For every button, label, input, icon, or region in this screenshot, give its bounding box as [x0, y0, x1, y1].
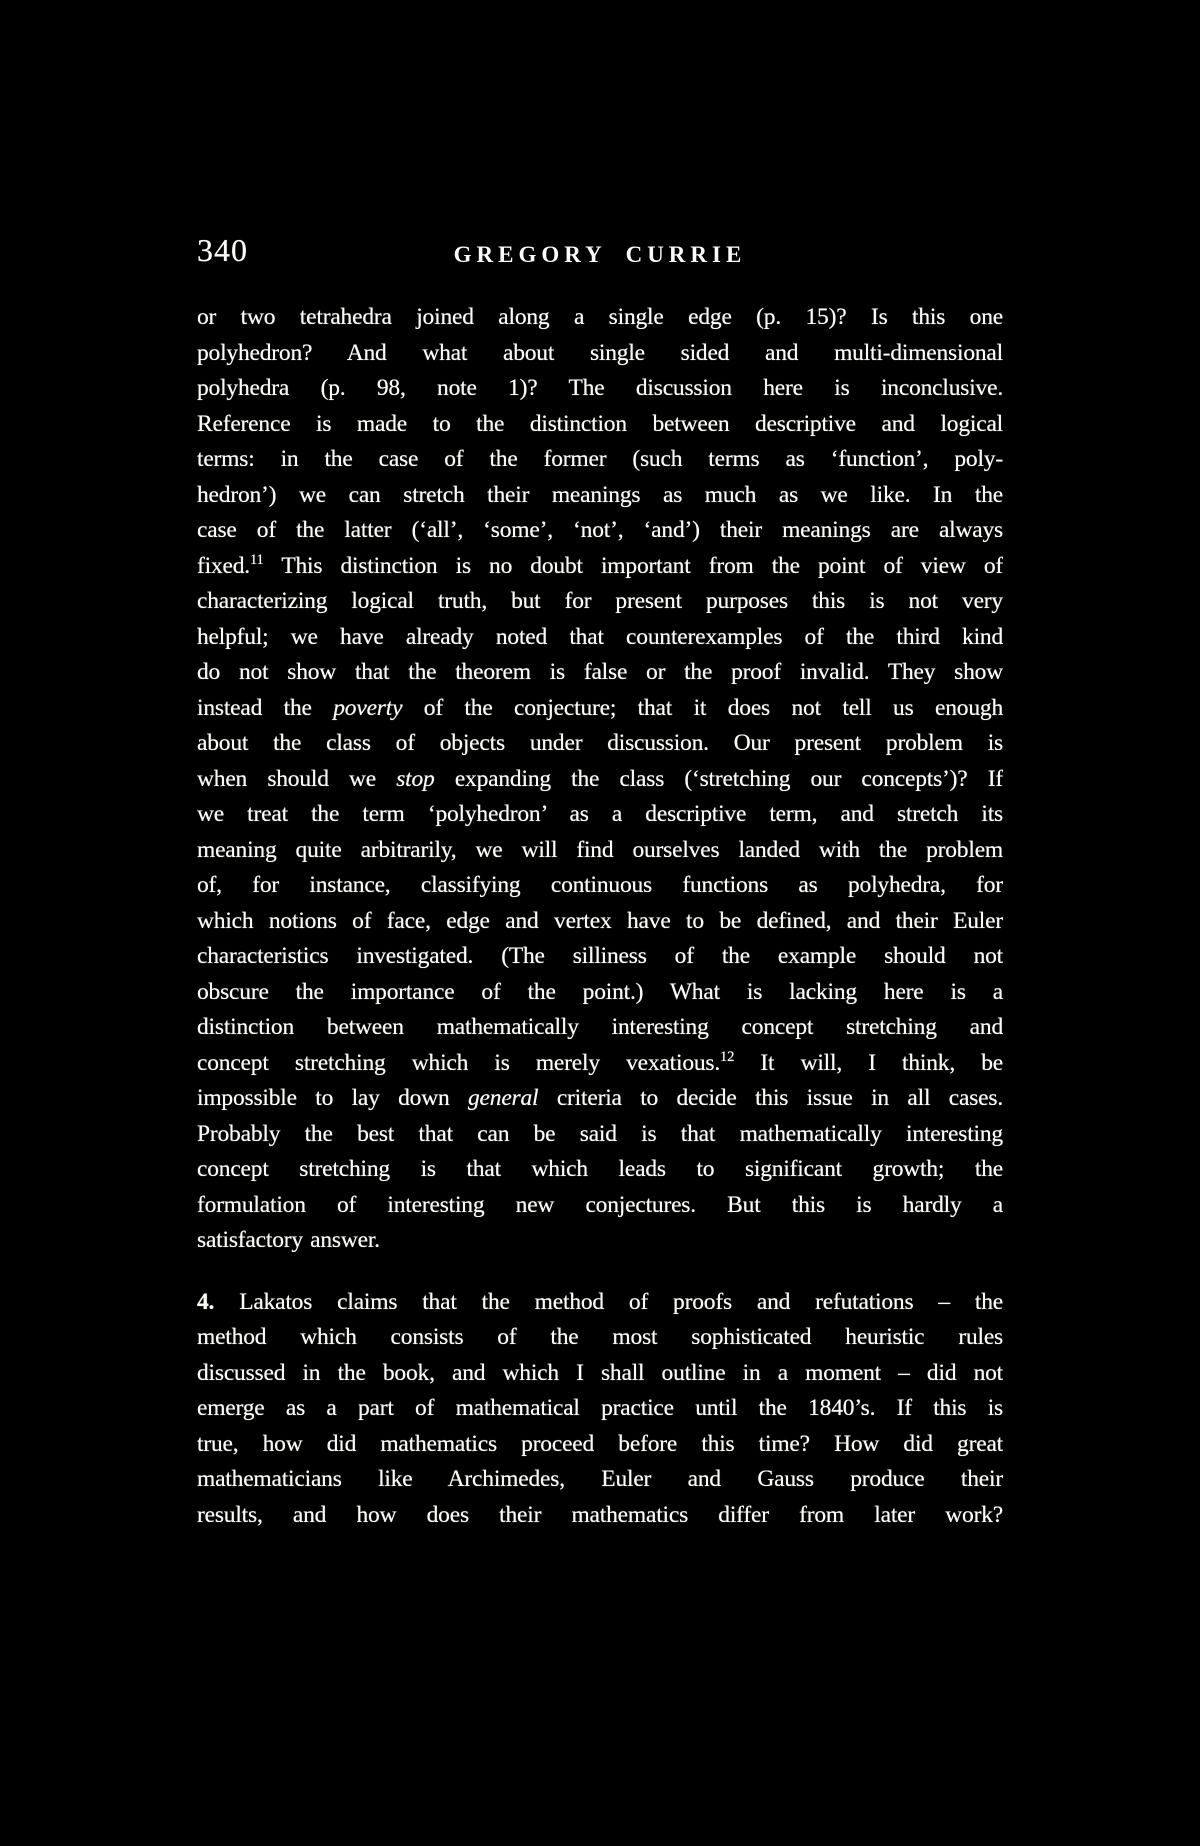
text-line: method which consists of the most sophisticated heuristic rules	[197, 1324, 1003, 1350]
text-line: distinction between mathematically interesting concept stretching and	[197, 1014, 1003, 1040]
text-line: helpful; we have already noted that counterexamples of the third kind	[197, 623, 1003, 650]
running-header: GREGORY CURRIE	[453, 242, 747, 267]
text-line: we treat the term ‘polyhedron’ as a descriptive term, and stretch its	[197, 801, 1003, 827]
text-line: concept stretching which is merely vexatious.$^{12}$ It will, I think, be	[197, 1048, 1003, 1076]
text-line: terms: in the case of the former (such terms as ‘function’, poly-	[197, 446, 1003, 472]
text-line: case of the latter (‘all’, ‘some’, ‘not’, ‘and’) their meanings are always	[197, 517, 1003, 543]
text-line: emerge as a part of mathematical practice until the 1840’s. If this is	[197, 1395, 1003, 1421]
text-line: characteristics investigated. (The silliness of the example should not	[197, 943, 1003, 969]
text-line: fixed.$^{11}$ This distinction is no doubt important from the point of view of	[197, 551, 1003, 579]
text-line: when should we stop expanding the class (‘stretching our concepts’)? If	[197, 765, 1003, 792]
text-line: characterizing logical truth, but for present purposes this is not very	[197, 588, 1003, 614]
paragraph-lakatos-method	[197, 1285, 1003, 1534]
footnote-reference: 11	[249, 551, 264, 568]
page-number: 340	[197, 232, 248, 268]
text-line: discussed in the book, and which I shall outline in a moment – did not	[197, 1359, 1003, 1386]
text-line: or two tetrahedra joined along a single edge (p. 15)? Is this one	[197, 304, 1003, 330]
page-header	[197, 234, 1003, 274]
text-line: about the class of objects under discussion. Our present problem is	[197, 730, 1003, 756]
paragraph-concept-stretching	[197, 300, 1003, 1259]
text-line: impossible to lay down general criteria to decide this issue in all cases.	[197, 1085, 1003, 1111]
text-line: hedron’) we can stretch their meanings as much as we like. In the	[197, 481, 1003, 508]
text-line: 4. Lakatos claims that the method of proofs and refutations – the	[197, 1288, 1003, 1315]
text-line: Probably the best that can be said is that mathematically interesting	[197, 1120, 1003, 1147]
text-line: instead the poverty of the conjecture; that it does not tell us enough	[197, 694, 1003, 721]
text-line: satisfactory answer.	[197, 1227, 380, 1253]
text-line: meaning quite arbitrarily, we will find ourselves landed with the problem	[197, 836, 1003, 863]
text-line: polyhedra (p. 98, note 1)? The discussion here is inconclusive.	[197, 375, 1003, 401]
text-line: which notions of face, edge and vertex have to be defined, and their Euler	[197, 907, 1003, 934]
text-line: concept stretching is that which leads to significant growth; the	[197, 1156, 1003, 1182]
page-body	[197, 300, 1003, 1533]
text-line: results, and how does their mathematics differ from later work?	[197, 1501, 1003, 1528]
footnote-reference: 12	[720, 1048, 735, 1065]
text-line: formulation of interesting new conjectures. But this is hardly a	[197, 1191, 1003, 1218]
text-line: obscure the importance of the point.) What is lacking here is a	[197, 978, 1003, 1005]
text-line: mathematicians like Archimedes, Euler and Gauss produce their	[197, 1466, 1003, 1492]
text-line: Reference is made to the distinction between descriptive and logical	[197, 410, 1003, 437]
text-line: of, for instance, classifying continuous functions as polyhedra, for	[197, 872, 1003, 898]
text-line: polyhedron? And what about single sided and multi-dimensional	[197, 339, 1003, 366]
text-line: true, how did mathematics proceed before this time? How did great	[197, 1430, 1003, 1457]
text-line: do not show that the theorem is false or the proof invalid. They show	[197, 659, 1003, 685]
